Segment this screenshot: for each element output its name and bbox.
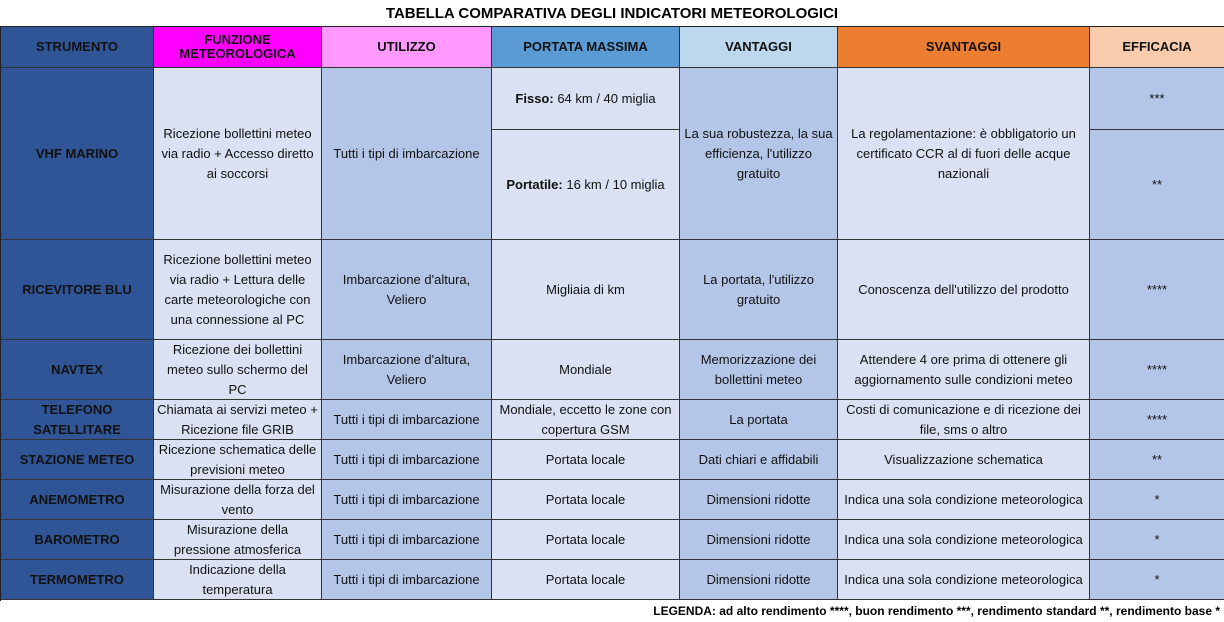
table-title: TABELLA COMPARATIVA DEGLI INDICATORI METEOROLOGICI bbox=[385, 5, 839, 22]
comparison-table bbox=[0, 26, 1224, 601]
cell-utilizzo: Tutti i tipi di imbarcazione bbox=[322, 520, 492, 560]
vhf-fisso-label: Fisso: bbox=[515, 90, 554, 106]
cell-efficacia: **** bbox=[1090, 400, 1224, 440]
cell-utilizzo: Tutti i tipi di imbarcazione bbox=[322, 400, 492, 440]
row-label: TELEFONO SATELLITARE bbox=[1, 400, 154, 440]
vhf-portata-fisso bbox=[492, 68, 680, 130]
cell-funzione: Ricezione bollettini meteo via radio + Lettura delle carte meteorologiche con una connessione al PC bbox=[154, 240, 322, 340]
header-funzione: FUNZIONE METEOROLOGICA bbox=[154, 27, 322, 68]
cell-svantaggi: Conoscenza dell'utilizzo del prodotto bbox=[838, 240, 1090, 340]
cell-svantaggi: Visualizzazione schematica bbox=[838, 440, 1090, 480]
header-strumento: STRUMENTO bbox=[1, 27, 154, 68]
header-portata: PORTATA MASSIMA bbox=[492, 27, 680, 68]
header-utilizzo: UTILIZZO bbox=[322, 27, 492, 68]
cell-svantaggi: Indica una sola condizione meteorologica bbox=[838, 480, 1090, 520]
cell-portata: Portata locale bbox=[492, 440, 680, 480]
cell-funzione: Misurazione della forza del vento bbox=[154, 480, 322, 520]
cell-vantaggi: La portata bbox=[680, 400, 838, 440]
cell-utilizzo: Tutti i tipi di imbarcazione bbox=[322, 480, 492, 520]
cell-utilizzo: Imbarcazione d'altura, Veliero bbox=[322, 340, 492, 400]
cell-vantaggi: Dati chiari e affidabili bbox=[680, 440, 838, 480]
cell-utilizzo: Tutti i tipi di imbarcazione bbox=[322, 440, 492, 480]
cell-efficacia: * bbox=[1090, 520, 1224, 560]
cell-funzione: Ricezione schematica delle previsioni meteo bbox=[154, 440, 322, 480]
cell-vantaggi: Dimensioni ridotte bbox=[680, 520, 838, 560]
cell-utilizzo: Imbarcazione d'altura, Veliero bbox=[322, 240, 492, 340]
cell-utilizzo: Tutti i tipi di imbarcazione bbox=[322, 560, 492, 600]
vhf-portatile-label: Portatile: bbox=[506, 176, 563, 192]
row-label: BAROMETRO bbox=[1, 520, 154, 560]
cell-portata: Portata locale bbox=[492, 560, 680, 600]
vhf-vantaggi: La sua robustezza, la sua efficienza, l'utilizzo gratuito bbox=[680, 68, 838, 240]
cell-vantaggi: Dimensioni ridotte bbox=[680, 480, 838, 520]
vhf-funzione: Ricezione bollettini meteo via radio + Accesso diretto ai soccorsi bbox=[154, 68, 322, 240]
cell-vantaggi: Memorizzazione dei bollettini meteo bbox=[680, 340, 838, 400]
header-svantaggi: SVANTAGGI bbox=[838, 27, 1090, 68]
cell-portata: Mondiale, eccetto le zone con copertura GSM bbox=[492, 400, 680, 440]
row-label-vhf: VHF MARINO bbox=[1, 68, 154, 240]
cell-portata: Migliaia di km bbox=[492, 240, 680, 340]
header-vantaggi: VANTAGGI bbox=[680, 27, 838, 68]
cell-efficacia: **** bbox=[1090, 240, 1224, 340]
legend: LEGENDA: ad alto rendimento ****, buon rendimento ***, rendimento standard **, rendimento base * bbox=[653, 604, 1220, 618]
vhf-fisso-value: 64 km / 40 miglia bbox=[553, 90, 656, 106]
vhf-svantaggi: La regolamentazione: è obbligatorio un certificato CCR al di fuori delle acque nazionali bbox=[838, 68, 1090, 240]
row-label: STAZIONE METEO bbox=[1, 440, 154, 480]
vhf-portatile-value: 16 km / 10 miglia bbox=[562, 176, 665, 192]
cell-funzione: Indicazione della temperatura bbox=[154, 560, 322, 600]
cell-vantaggi: Dimensioni ridotte bbox=[680, 560, 838, 600]
cell-svantaggi: Indica una sola condizione meteorologica bbox=[838, 560, 1090, 600]
vhf-portata-portatile bbox=[492, 130, 680, 240]
cell-svantaggi: Costi di comunicazione e di ricezione dei file, sms o altro bbox=[838, 400, 1090, 440]
vhf-utilizzo: Tutti i tipi di imbarcazione bbox=[322, 68, 492, 240]
cell-vantaggi: La portata, l'utilizzo gratuito bbox=[680, 240, 838, 340]
vhf-efficacia-fisso: *** bbox=[1090, 68, 1224, 130]
row-label: ANEMOMETRO bbox=[1, 480, 154, 520]
cell-portata: Portata locale bbox=[492, 520, 680, 560]
cell-funzione: Chiamata ai servizi meteo + Ricezione file GRIB bbox=[154, 400, 322, 440]
cell-efficacia: * bbox=[1090, 560, 1224, 600]
cell-portata: Mondiale bbox=[492, 340, 680, 400]
row-label: NAVTEX bbox=[1, 340, 154, 400]
cell-efficacia: * bbox=[1090, 480, 1224, 520]
cell-efficacia: **** bbox=[1090, 340, 1224, 400]
cell-funzione: Ricezione dei bollettini meteo sullo schermo del PC bbox=[154, 340, 322, 400]
cell-svantaggi: Attendere 4 ore prima di ottenere gli aggiornamento sulle condizioni meteo bbox=[838, 340, 1090, 400]
vhf-efficacia-portatile: ** bbox=[1090, 130, 1224, 240]
header-efficacia: EFFICACIA bbox=[1090, 27, 1224, 68]
cell-svantaggi: Indica una sola condizione meteorologica bbox=[838, 520, 1090, 560]
cell-portata: Portata locale bbox=[492, 480, 680, 520]
row-label: RICEVITORE BLU bbox=[1, 240, 154, 340]
cell-funzione: Misurazione della pressione atmosferica bbox=[154, 520, 322, 560]
row-label: TERMOMETRO bbox=[1, 560, 154, 600]
cell-efficacia: ** bbox=[1090, 440, 1224, 480]
